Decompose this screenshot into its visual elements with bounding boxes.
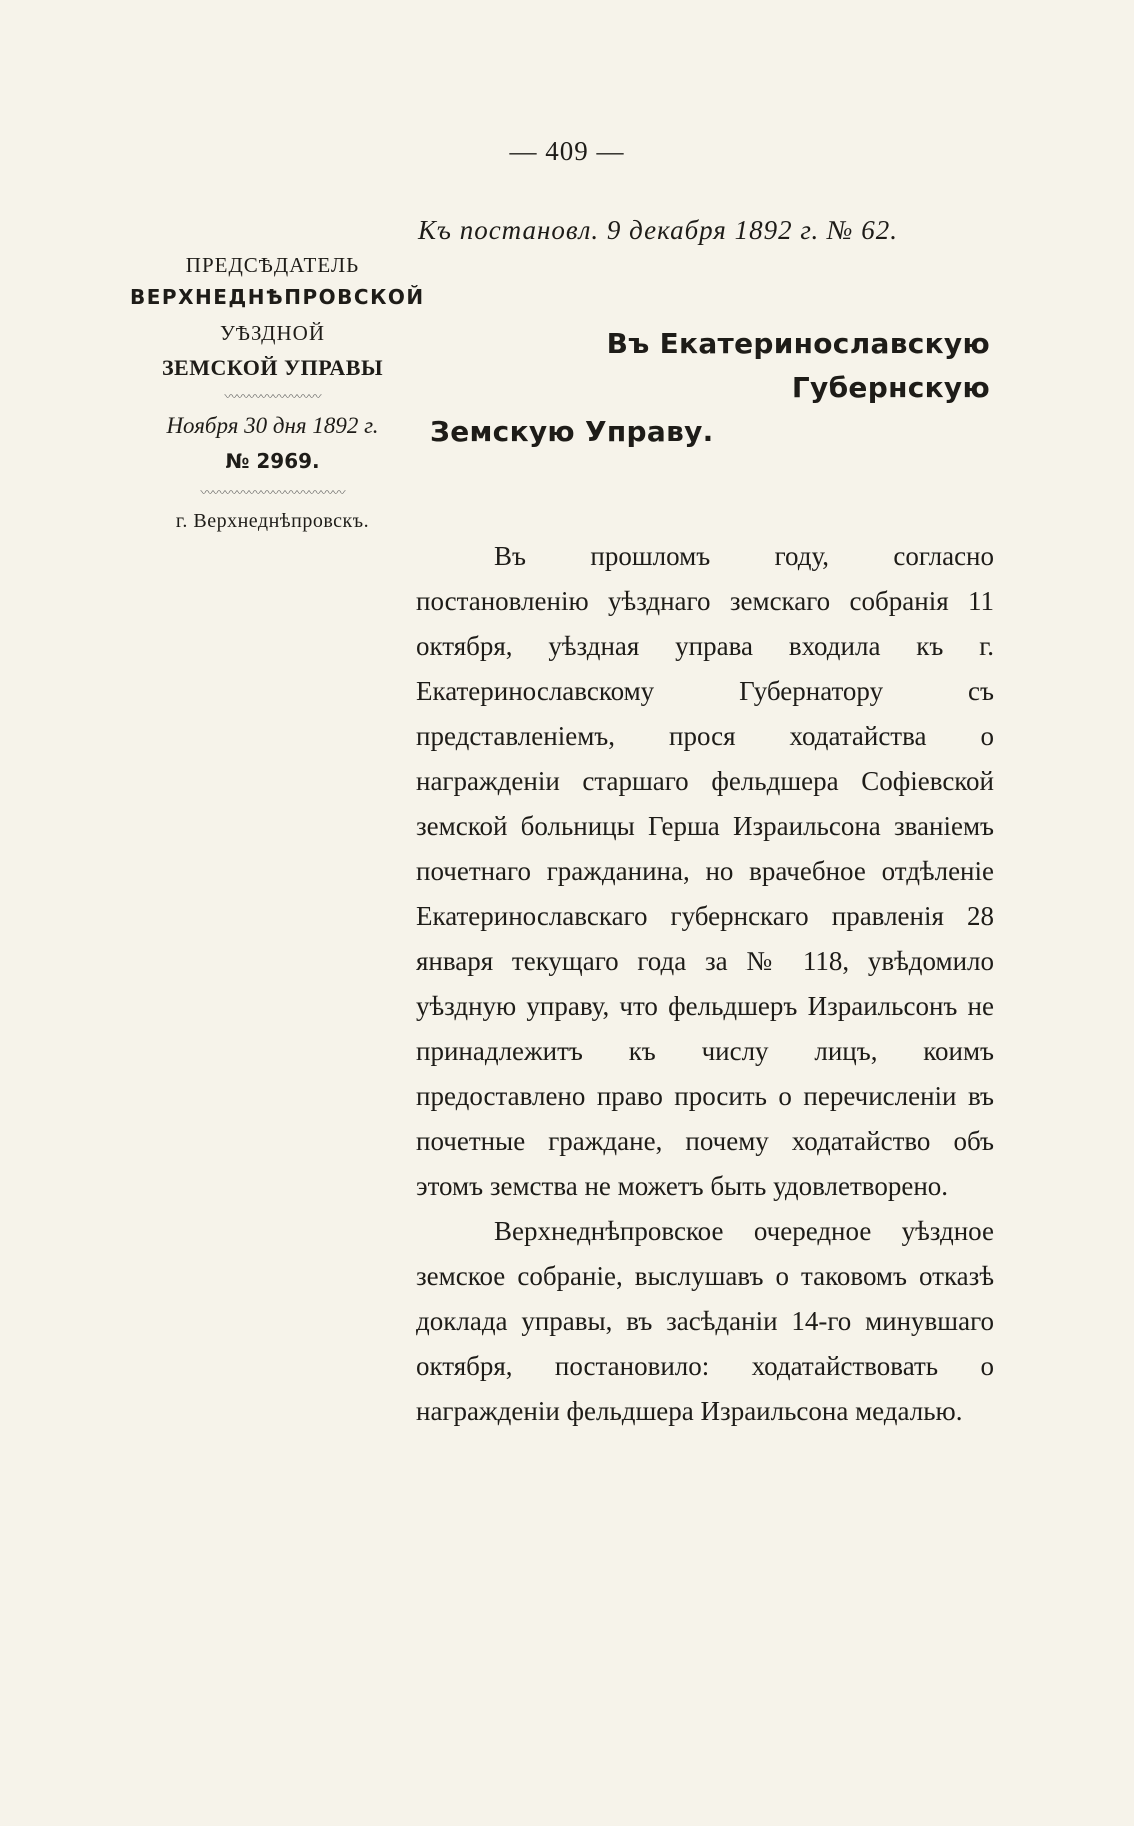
- addressee-block: [430, 322, 990, 454]
- addressee-line: Въ Екатеринославскую Губернскую: [606, 327, 990, 404]
- addressee-line: Земскую Управу.: [430, 415, 714, 448]
- body-paragraph: Въ прошломъ году, согласно постановленію уѣзднаго земскаго собранія 11 октября, уѣздная управа входила къ г. Екатеринославскому Губернатору съ представленіемъ, прося ходатайства о награжденіи старшаго фельдшера Софіевской земской больницы Герша Израильсона званіемъ почетнаго гражданина, но врачебное отдѣленіе Екатеринославскаго губернскаго правленія 28 января текущаго года за № 118, увѣдомило уѣздную управу, что фельдшеръ Израильсонъ не принадлежитъ къ числу лицъ, коимъ предоставлено право просить о перечисленіи въ почетные граждане, почему ходатайство объ этомъ земства не можетъ быть удовлетворено.: [416, 541, 994, 1201]
- sender-district: ВЕРХНЕДНѢПРОВСКОЙ: [130, 285, 425, 309]
- wavy-divider: 〰〰〰〰〰〰〰〰: [224, 390, 321, 404]
- sender-title: ПРЕДСѢДАТЕЛЬ: [185, 253, 360, 277]
- letter-place: г. Верхнеднѣпровскъ.: [175, 510, 370, 532]
- letter-body: [416, 534, 994, 1434]
- letter-date: Ноября 30 дня 1892 г.: [166, 413, 379, 438]
- resolution-reference: Къ постановл. 9 декабря 1892 г. № 62.: [418, 215, 898, 245]
- sender-district-type: УѢЗДНОЙ: [219, 321, 326, 345]
- body-paragraph: Верхнеднѣпровское очередное уѣздное земское собраніе, выслушавъ о таковомъ отказѣ доклада управы, въ засѣданіи 14-го минувшаго октября, постановило: ходатайствовать о награжденіи фельдшера Израильсона медалью.: [416, 1216, 994, 1426]
- sender-block: [130, 250, 425, 536]
- wavy-divider: 〰〰〰〰〰〰〰〰〰〰〰〰: [200, 486, 345, 500]
- page-number: — 409 —: [509, 136, 625, 166]
- letter-number: № 2969.: [225, 449, 320, 473]
- sender-board: ЗЕМСКОЙ УПРАВЫ: [161, 355, 384, 380]
